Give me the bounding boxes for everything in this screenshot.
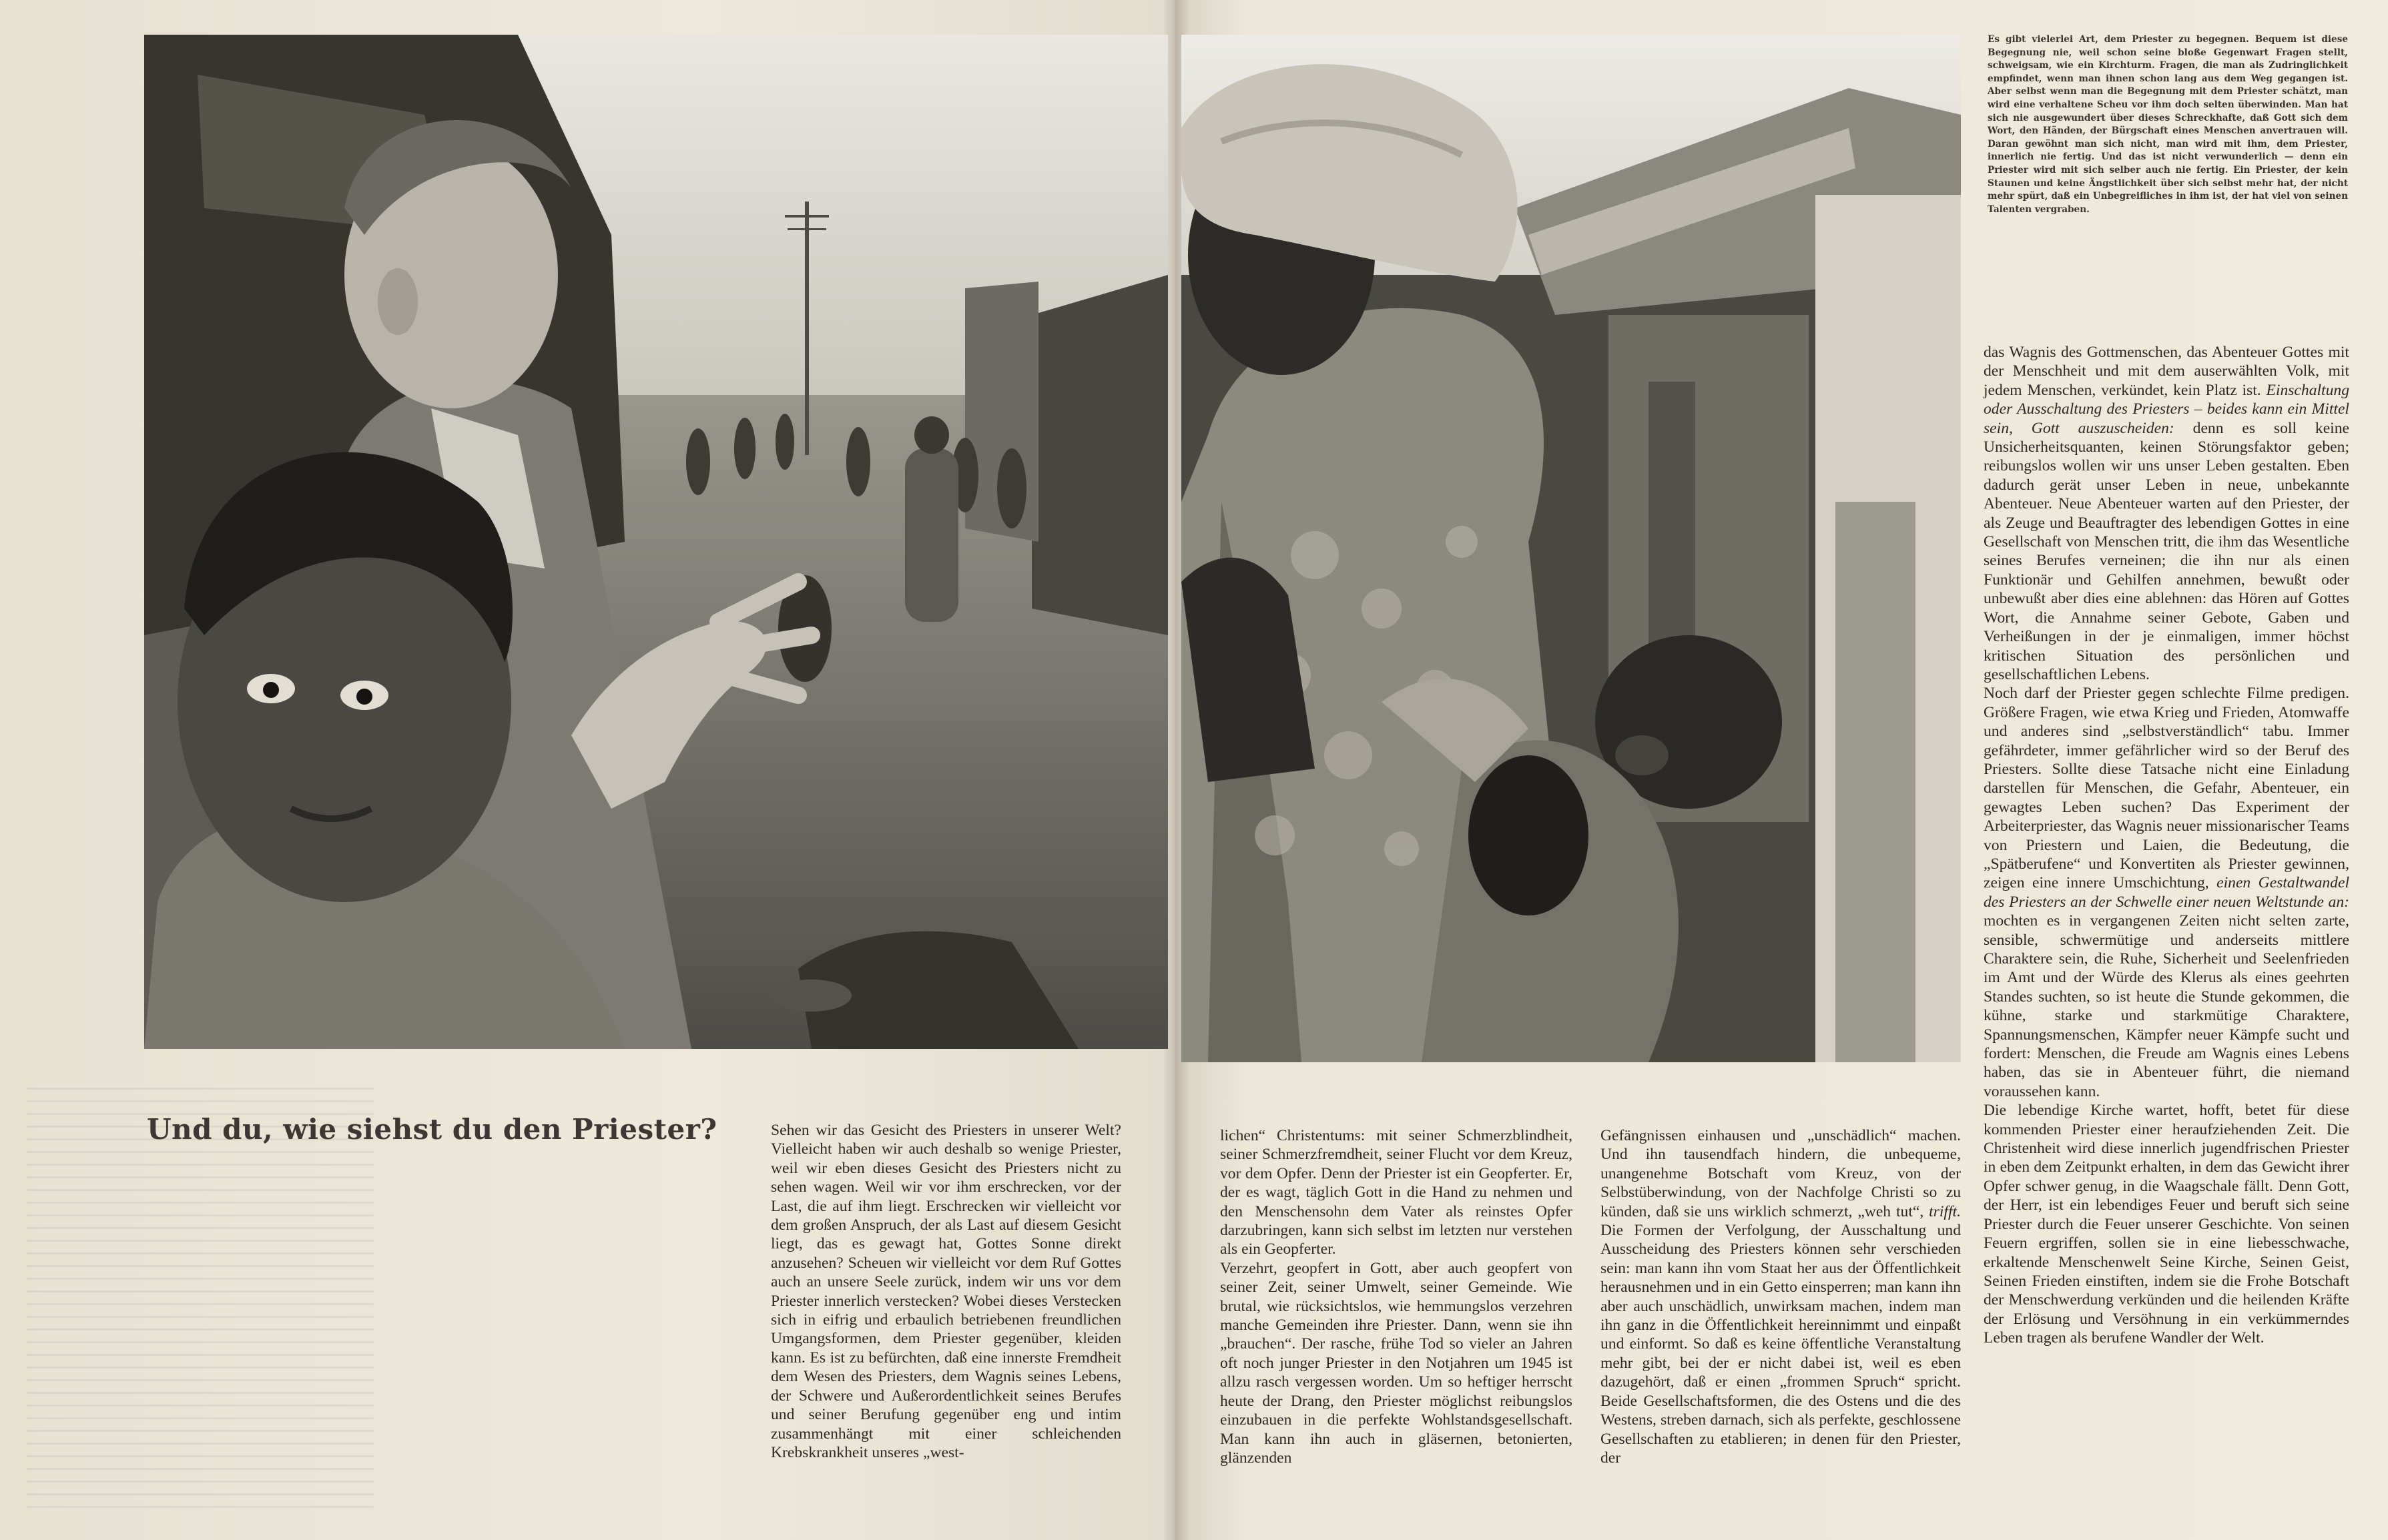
column-4-p1-text-a: das Wagnis des Gottmenschen, das Abenteuer Gottes mit der Menschheit und mit dem auserwählten Volk, mit jedem Menschen, verkündet, kein Platz ist. — [1984, 344, 2349, 399]
column-4-p1-emphasis: Einschaltung oder Ausschaltung des Priesters – beides kann ein Mittel sein, Gott auszuscheiden: — [1984, 381, 2349, 437]
column-2-paragraph-2: Verzehrt, geopfert in Gott, aber auch geopfert von seiner Zeit, seiner Umwelt, seiner Gemeinde. Wie brutal, wie rücksichtslos, wie hemmungslos verzehren manche Gemeinden ihre Priester. Dann, wenn sie ihn „brauchen“. Der rasche, frühe Tod so vieler an Jahren oft noch junger Priester in den Notjahren um 1945 ist allzu rasch vergessen worden. Um so heftiger herrscht heute der Drang, den Priester möglichst reibungslos einzubauen in die perfekte Wohlstandsgesellschaft. Man kann ihn auch in gläsernen, betonierten, glänzenden — [1220, 1259, 1572, 1467]
bleed-through-text — [27, 1088, 374, 1515]
column-3-emphasis: trifft. — [1929, 1202, 1961, 1220]
column-3-text-a: Gefängnissen einhausen und „unschädlich“ machen. Und ihn tausendfach hindern, die unbequeme, unangenehme Botschaft vom Kreuz, von der Selbstüberwindung, von der Nachfolge Christi so zu künden, daß sie uns wirklich schmerzt, „weh tut“, — [1600, 1127, 1961, 1220]
column-3-text-b: Die Formen der Verfolgung, der Ausschaltung und Ausscheidung des Priesters können sehr verschieden sein: man kann ihn vom Staat her aus der Öffentlichkeit herausnehmen und in ein Getto einsperren; man kann ihn aber auch unschädlich, unwirksam machen, indem man ihn ganz in die Öffentlichkeit hereinnimmt und einpaßt und einformt. So daß es keine öffentliche Veranstaltung mehr gibt, bei der er nicht dabei ist, weil es eben dazugehört, daß er einen „frommen Spruch“ spricht. Beide Gesellschaftsformen, die des Ostens und die des Westens, streben darnach, sich als perfekte, geschlossene Gesellschaften zu etablieren; in denen für den Priester, der — [1600, 1222, 1961, 1467]
photo-woman-with-baby — [1181, 35, 1961, 1062]
article-headline: Und du, wie siehst du den Priester? — [147, 1113, 717, 1146]
column-1-paragraph: Sehen wir das Gesicht des Priesters in unserer Welt? Vielleicht haben wir auch deshalb so wenige Priester, weil wir eben dieses Gesicht des Priesters nicht zu sehen wagen. Weil wir vor ihm erschrecken, vor der Last, die auf ihm liegt. Erschrecken wir vielleicht vor dem großen Anspruch, der als Last auf diesem Gesicht liegt, das es gewagt hat, Gottes Sonne direkt anzusehen? Scheuen wir vielleicht vor dem Ruf Gottes auch an unsere Seele zurück, indem wir uns vor dem Priester innerlich verstecken? Wobei dieses Verstecken sich in eifrig und erbaulich betriebenen freundlichen Umgangsformen, dem Priester gegenüber, kleiden kann. Es ist zu befürchten, daß eine innerste Fremdheit dem Wesen des Priesters, dem Wagnis seines Lebens, der Schwere und Außerordentlichkeit seines Berufes und seiner Berufung gegenüber eng und intim zusammenhängt mit einer schleichenden Krebskrankheit unseres „west- — [771, 1122, 1121, 1461]
column-4-p1-text-b: denn es soll keine Unsicherheitsquanten, keinen Störungsfaktor geben; reibungslos wollen wir uns unser Leben gestalten. Eben dadurch gerät unser Leben in neue, unbekannte Abenteuer. Neue Abenteuer warten auf den Priester, der als Zeuge und Beauftragter des lebendigen Gottes in eine Gesellschaft von Menschen tritt, die ihm das Wesentliche seines Berufes verneinen; die ihn nur als einen Funktionär und Gehilfen annehmen, bewußt oder unbewußt aber dies eine ablehnen: das Hören auf Gottes Wort, die Annahme seiner Gebote, Gaben und Verheißungen in der je einmaligen, immer höchst kritischen Situation des persönlichen und gesellschaftlichen Lebens. — [1984, 419, 2349, 683]
column-4-p2-text-b: mochten es in vergangenen Zeiten nicht selten zarte, sensible, schwermütige und anderseits mittlere Charaktere sein, die Ruhe, Sicherheit und Seelenfrieden im Amt und der Würde des Klerus als eines geehrten Standes suchten, so ist heute die Stunde gekommen, die kühne, starke und starkmütige Charaktere, Spannungsmenschen, Kämpfer neuer Kämpfe sucht und fordert: Menschen, die Freude am Wagnis eines Lebens haben, das sie in Abenteuer führt, die niemand voraussehen kann. — [1984, 912, 2349, 1100]
column-4-p2-emphasis: einen Gestaltwandel des Priesters an der Schwelle einer neuen Weltstunde an: — [1984, 874, 2349, 911]
column-2-paragraph-1: lichen“ Christentums: mit seiner Schmerzblindheit, seiner Schmerzfremdheit, seiner Flucht vor dem Kreuz, vor dem Opfer. Denn der Priester ist ein Geopferter. Er, der es wagt, täglich Gott in die Hand zu nehmen und den Menschensohn dem Vater als reinstes Opfer darzubringen, kann sich selbst im letzten nur verstehen als ein Geopferter. — [1220, 1127, 1572, 1258]
text-column-1 — [771, 1121, 1121, 1462]
photo-priest-and-boy — [144, 35, 1168, 1049]
column-3-paragraph — [1600, 1126, 1961, 1467]
column-4-paragraph-3: Die lebendige Kirche wartet, hofft, betet für diese kommenden Priester einer heraufziehenden Zeit. Die Christenheit wird diese innerlich jugendfrischen Priester in eben dem Zeitpunkt erhalten, in dem das Gewicht ihrer Opfer schwer genug, in die Waagschale fällt. Denn Gott, der Herr, ist ein lebendiges Feuer und beruft sich seine Priester durch die Feuer unserer Geschichte. Von seinen Feuern ergriffen, sollen sie in eine liebesschwache, erkaltende Menschenwelt Seine Kirche, Seinen Geist, Seinen Frieden einstiften, indem sie die Frohe Botschaft der Menschwerdung verkünden und die heilenden Kräfte der Erlösung und Versöhnung in ein verkümmerndes Leben tragen als berufene Wandler der Welt. — [1984, 1102, 2349, 1347]
intro-paragraph: Es gibt vielerlei Art, dem Priester zu begegnen. Bequem ist diese Begegnung nie, weil schon seine bloße Gegenwart Fragen stellt, schweigsam, wie ein Kirchturm. Fragen, die man als Zudringlichkeit empfindet, wenn man ihnen schon lang aus dem Weg gegangen ist. Aber selbst wenn man die Begegnung mit dem Priester schätzt, man wird eine verhaltene Scheu vor ihm doch selten überwinden. Man hat sich nie ausgewundert über dieses Schreckhafte, daß Gott sich dem Wort, den Händen, der Bürgschaft eines Menschen anvertrauen will. Daran gewöhnt man sich nicht, man wird mit ihm, dem Priester, innerlich nie fertig. Und das ist nicht verwunderlich — denn ein Priester wird mit sich selber auch nie fertig. Ein Priester, der kein Staunen und keine Ängstlichkeit über sich selbst mehr hat, der nicht mehr spürt, daß ein Unbegreifliches in ihm ist, der hat viel von seinen Talenten vergraben. — [1988, 34, 2348, 215]
column-4-p2-text-a: Noch darf der Priester gegen schlechte Filme predigen. Größere Fragen, wie etwa Krieg und Frieden, Atomwaffe und anderes sind „selbstverständlich“ tabu. Immer gefährdeter, immer gefährlicher wird so der Beruf des Priesters. Sollte diese Tatsache nicht eine Einladung darstellen für Menschen, die Gefahr, Abenteuer, ein gewagtes Leben suchen? Das Experiment der Arbeiterpriester, das Wagnis neuer missionarischer Teams von Priestern und Laien, die Bedeutung, die „Spätberufene“ und Konvertiten als Priester gewinnen, zeigen eine innere Umschichtung, — [1984, 685, 2349, 892]
column-4-paragraph-1 — [1984, 343, 2349, 684]
text-column-4 — [1984, 343, 2349, 1348]
column-4-paragraph-2 — [1984, 684, 2349, 1101]
text-column-2 — [1220, 1126, 1572, 1467]
text-column-3 — [1600, 1126, 1961, 1467]
